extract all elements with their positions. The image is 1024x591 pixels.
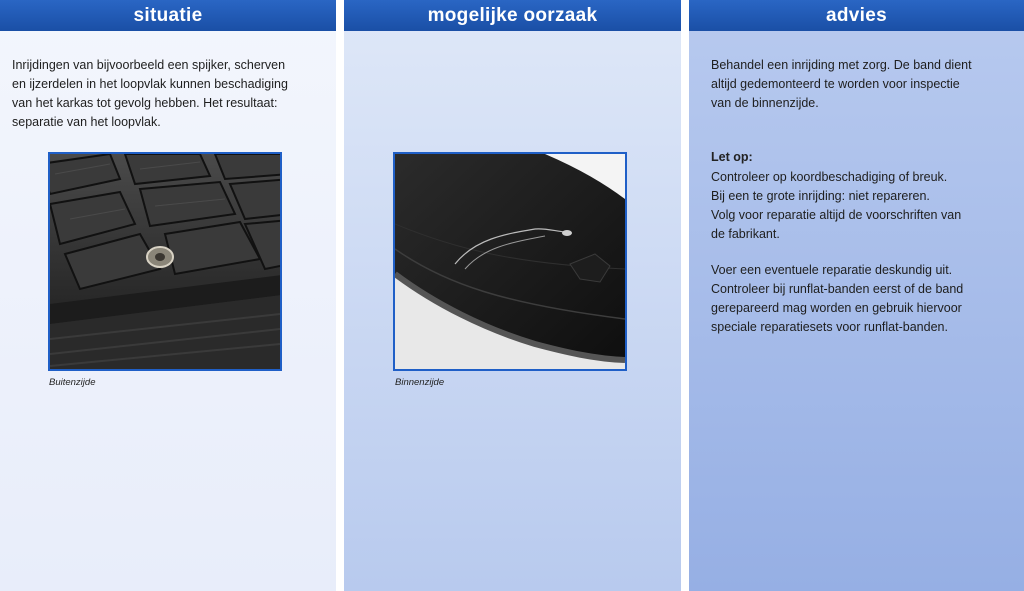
column-header-mogelijke-oorzaak: mogelijke oorzaak xyxy=(344,0,681,31)
text-line: gerepareerd mag worden en gebruik hiervoor xyxy=(711,301,962,315)
advies-paragraph-3 xyxy=(711,261,1016,337)
column-situatie xyxy=(0,0,336,591)
text-line: speciale reparatiesets voor runflat-banden. xyxy=(711,320,948,334)
text-line: Bij een te grote inrijding: niet repareren. xyxy=(711,189,930,203)
note-heading: Let op: xyxy=(711,150,753,164)
situatie-text xyxy=(12,56,312,132)
text-line: de fabrikant. xyxy=(711,227,780,241)
advies-paragraph-1 xyxy=(711,56,1011,113)
text-line: Voer een eventuele reparatie deskundig uit. xyxy=(711,263,953,277)
text-line: Volg voor reparatie altijd de voorschriften van xyxy=(711,208,962,222)
text-line: van het karkas tot gevolg hebben. Het resultaat: xyxy=(12,96,278,110)
column-mogelijke-oorzaak xyxy=(344,0,681,591)
text-line: Inrijdingen van bijvoorbeeld een spijker, scherven xyxy=(12,58,286,72)
column-advies xyxy=(689,0,1024,591)
tire-tread-puncture-photo xyxy=(48,152,282,371)
text-line: van de binnenzijde. xyxy=(711,96,819,110)
text-line: separatie van het loopvlak. xyxy=(12,115,161,129)
photo-caption: Buitenzijde xyxy=(49,377,96,388)
text-line: Behandel een inrijding met zorg. De band dient xyxy=(711,58,972,72)
advies-paragraph-2 xyxy=(711,168,1016,244)
text-line: Controleer bij runflat-banden eerst of de band xyxy=(711,282,964,296)
text-line: en ijzerdelen in het loopvlak kunnen beschadiging xyxy=(12,77,288,91)
photo-caption: Binnenzijde xyxy=(395,377,445,388)
column-header-situatie: situatie xyxy=(0,0,336,31)
text-line: Controleer op koordbeschadiging of breuk. xyxy=(711,170,948,184)
text-line: altijd gedemonteerd te worden voor inspectie xyxy=(711,77,960,91)
tire-inner-liner-photo xyxy=(393,152,627,371)
column-header-advies: advies xyxy=(689,0,1024,31)
